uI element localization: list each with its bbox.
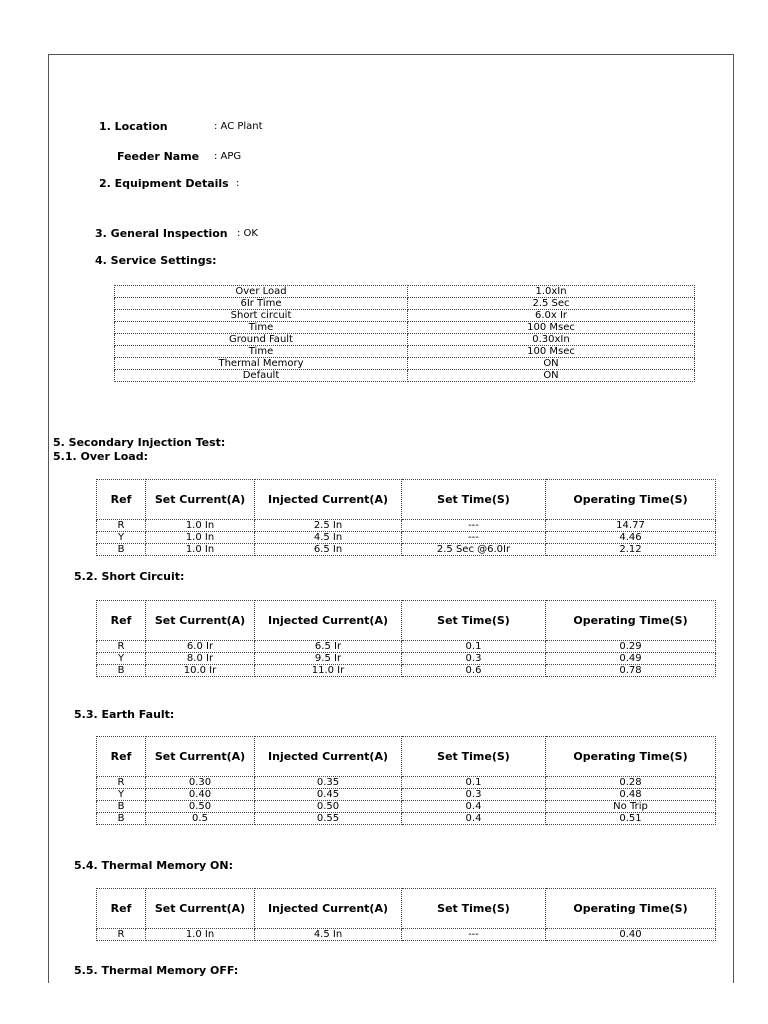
injected-current-cell: 4.5 In — [255, 929, 402, 941]
column-header-ref: Ref — [97, 889, 146, 929]
injected-current-cell: 0.50 — [255, 801, 402, 813]
setting-value: 1.0xIn — [408, 286, 695, 298]
set-time-cell: 0.3 — [402, 789, 546, 801]
thermal-on-test-table — [96, 888, 716, 941]
table-row — [97, 532, 716, 544]
set-time-cell: 0.6 — [402, 665, 546, 677]
set-current-cell: 1.0 In — [146, 520, 255, 532]
thermal-off-title: 5.5. Thermal Memory OFF: — [74, 964, 239, 977]
set-time-cell: --- — [402, 520, 546, 532]
column-header-set-time: Set Time(S) — [402, 889, 546, 929]
setting-name: Time — [115, 322, 408, 334]
set-time-cell: --- — [402, 929, 546, 941]
ref-cell: B — [97, 665, 146, 677]
setting-name: Short circuit — [115, 310, 408, 322]
operating-time-cell: 0.51 — [546, 813, 716, 825]
service-settings-label: 4. Service Settings: — [95, 254, 217, 267]
set-time-cell: --- — [402, 532, 546, 544]
setting-value: 2.5 Sec — [408, 298, 695, 310]
earth-fault-title: 5.3. Earth Fault: — [74, 708, 175, 721]
feeder-value: : APG — [214, 151, 242, 162]
set-time-cell: 0.1 — [402, 777, 546, 789]
service-setting-row — [115, 370, 695, 382]
table-row — [97, 641, 716, 653]
column-header-operating-time: Operating Time(S) — [546, 480, 716, 520]
thermal-on-title: 5.4. Thermal Memory ON: — [74, 859, 234, 872]
column-header-injected-current: Injected Current(A) — [255, 737, 402, 777]
table-row — [97, 801, 716, 813]
column-header-injected-current: Injected Current(A) — [255, 601, 402, 641]
set-current-cell: 10.0 Ir — [146, 665, 255, 677]
table-row — [97, 653, 716, 665]
ref-cell: B — [97, 544, 146, 556]
earth-fault-test-table — [96, 736, 716, 825]
operating-time-cell: No Trip — [546, 801, 716, 813]
injected-current-cell: 4.5 In — [255, 532, 402, 544]
operating-time-cell: 0.78 — [546, 665, 716, 677]
setting-value: 100 Msec — [408, 346, 695, 358]
injected-current-cell: 2.5 In — [255, 520, 402, 532]
overload-title: 5.1. Over Load: — [53, 450, 148, 463]
column-header-set-current: Set Current(A) — [146, 601, 255, 641]
setting-value: 100 Msec — [408, 322, 695, 334]
set-current-cell: 0.30 — [146, 777, 255, 789]
set-time-cell: 0.4 — [402, 813, 546, 825]
overload-test-table — [96, 479, 716, 556]
column-header-operating-time: Operating Time(S) — [546, 737, 716, 777]
column-header-set-current: Set Current(A) — [146, 889, 255, 929]
injected-current-cell: 6.5 Ir — [255, 641, 402, 653]
short-circuit-test-table — [96, 600, 716, 677]
column-header-set-time: Set Time(S) — [402, 601, 546, 641]
service-setting-row — [115, 358, 695, 370]
column-header-set-current: Set Current(A) — [146, 737, 255, 777]
service-setting-row — [115, 310, 695, 322]
setting-value: ON — [408, 370, 695, 382]
table-row — [97, 777, 716, 789]
injected-current-cell: 0.35 — [255, 777, 402, 789]
setting-name: Thermal Memory — [115, 358, 408, 370]
operating-time-cell: 0.29 — [546, 641, 716, 653]
set-time-cell: 0.1 — [402, 641, 546, 653]
table-row — [97, 544, 716, 556]
setting-name: 6Ir Time — [115, 298, 408, 310]
setting-value: 0.30xIn — [408, 334, 695, 346]
inspection-value: : OK — [237, 228, 258, 239]
injected-current-cell: 9.5 Ir — [255, 653, 402, 665]
operating-time-cell: 4.46 — [546, 532, 716, 544]
location-label: 1. Location — [99, 120, 168, 133]
table-row — [97, 813, 716, 825]
ref-cell: R — [97, 777, 146, 789]
table-header-row — [97, 889, 716, 929]
column-header-set-time: Set Time(S) — [402, 480, 546, 520]
ref-cell: B — [97, 801, 146, 813]
set-current-cell: 1.0 In — [146, 544, 255, 556]
service-settings-table — [114, 285, 695, 382]
ref-cell: Y — [97, 532, 146, 544]
table-row — [97, 929, 716, 941]
operating-time-cell: 14.77 — [546, 520, 716, 532]
service-setting-row — [115, 334, 695, 346]
ref-cell: R — [97, 641, 146, 653]
setting-name: Time — [115, 346, 408, 358]
setting-value: 6.0x Ir — [408, 310, 695, 322]
operating-time-cell: 0.40 — [546, 929, 716, 941]
setting-name: Default — [115, 370, 408, 382]
table-header-row — [97, 601, 716, 641]
feeder-label: Feeder Name — [117, 150, 200, 163]
secondary-injection-title: 5. Secondary Injection Test: — [53, 436, 226, 449]
ref-cell: R — [97, 520, 146, 532]
operating-time-cell: 0.28 — [546, 777, 716, 789]
column-header-injected-current: Injected Current(A) — [255, 480, 402, 520]
equipment-label: 2. Equipment Details — [99, 177, 229, 190]
table-header-row — [97, 737, 716, 777]
column-header-ref: Ref — [97, 480, 146, 520]
ref-cell: Y — [97, 653, 146, 665]
set-time-cell: 0.4 — [402, 801, 546, 813]
operating-time-cell: 2.12 — [546, 544, 716, 556]
ref-cell: B — [97, 813, 146, 825]
ref-cell: Y — [97, 789, 146, 801]
setting-value: ON — [408, 358, 695, 370]
column-header-operating-time: Operating Time(S) — [546, 601, 716, 641]
service-setting-row — [115, 322, 695, 334]
operating-time-cell: 0.49 — [546, 653, 716, 665]
set-time-cell: 0.3 — [402, 653, 546, 665]
column-header-set-current: Set Current(A) — [146, 480, 255, 520]
table-header-row — [97, 480, 716, 520]
column-header-set-time: Set Time(S) — [402, 737, 546, 777]
set-time-cell: 2.5 Sec @6.0Ir — [402, 544, 546, 556]
injected-current-cell: 0.45 — [255, 789, 402, 801]
table-row — [97, 665, 716, 677]
service-setting-row — [115, 346, 695, 358]
setting-name: Ground Fault — [115, 334, 408, 346]
set-current-cell: 0.40 — [146, 789, 255, 801]
short-circuit-title: 5.2. Short Circuit: — [74, 570, 185, 583]
setting-name: Over Load — [115, 286, 408, 298]
service-setting-row — [115, 286, 695, 298]
set-current-cell: 6.0 Ir — [146, 641, 255, 653]
injected-current-cell: 0.55 — [255, 813, 402, 825]
service-setting-row — [115, 298, 695, 310]
injected-current-cell: 11.0 Ir — [255, 665, 402, 677]
table-row — [97, 789, 716, 801]
injected-current-cell: 6.5 In — [255, 544, 402, 556]
inspection-label: 3. General Inspection — [95, 227, 228, 240]
equipment-value: : — [236, 178, 240, 189]
column-header-injected-current: Injected Current(A) — [255, 889, 402, 929]
table-row — [97, 520, 716, 532]
column-header-operating-time: Operating Time(S) — [546, 889, 716, 929]
column-header-ref: Ref — [97, 737, 146, 777]
set-current-cell: 0.5 — [146, 813, 255, 825]
column-header-ref: Ref — [97, 601, 146, 641]
set-current-cell: 8.0 Ir — [146, 653, 255, 665]
location-value: : AC Plant — [214, 121, 263, 132]
set-current-cell: 1.0 In — [146, 929, 255, 941]
operating-time-cell: 0.48 — [546, 789, 716, 801]
set-current-cell: 1.0 In — [146, 532, 255, 544]
set-current-cell: 0.50 — [146, 801, 255, 813]
ref-cell: R — [97, 929, 146, 941]
